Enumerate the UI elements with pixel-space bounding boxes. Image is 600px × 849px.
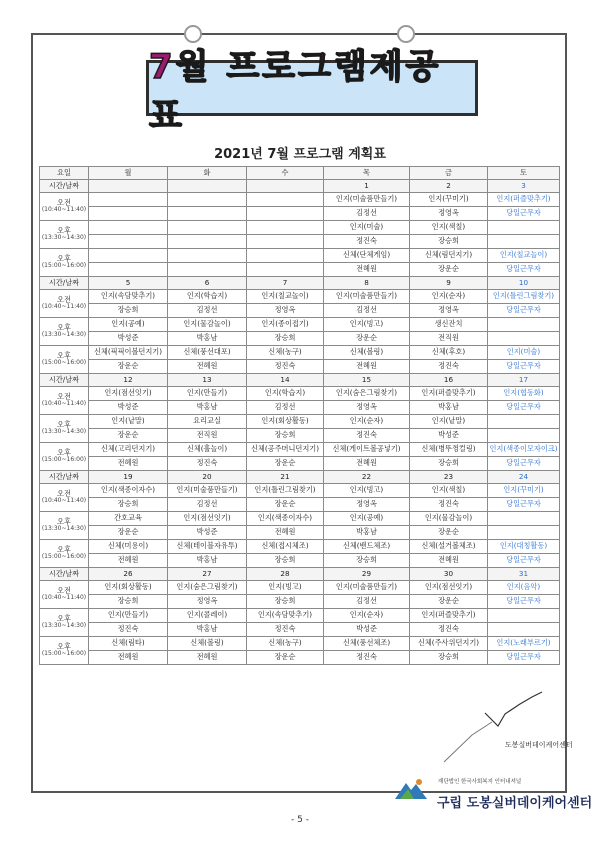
time-range: (10:40~11:40) (41, 303, 87, 311)
staff-cell: 박성준 (410, 429, 488, 443)
program-cell: 신체(밴드체조) (324, 540, 410, 554)
staff-cell: 김정선 (247, 401, 324, 415)
org-logo-icon (394, 777, 428, 801)
staff-cell: 정진숙 (247, 360, 324, 374)
program-cell: 인지(학습지) (247, 387, 324, 401)
staff-cell: 장운순 (410, 526, 488, 540)
program-cell: 신체(풍선대포) (168, 346, 247, 360)
staff-cell: 김정선 (324, 595, 410, 609)
program-cell: 인지(낱말) (89, 415, 168, 429)
program-cell: 인지(빙고) (247, 581, 324, 595)
header-cell: 요일 (40, 167, 89, 180)
staff-cell: 장운순 (89, 429, 168, 443)
staff-cell: 정진숙 (324, 651, 410, 665)
time-label: 오후 (57, 419, 71, 429)
date-cell: 31 (488, 568, 560, 581)
staff-cell: 김정선 (168, 304, 247, 318)
program-cell: 인지(칠교놀이) (247, 290, 324, 304)
staff-cell: 당일근무자 (488, 651, 560, 665)
program-cell: 신체(고리던지기) (89, 443, 168, 457)
staff-cell: 장운순 (247, 457, 324, 471)
staff-cell: 당일근무자 (488, 595, 560, 609)
program-cell: 인지(미술품만들기) (324, 290, 410, 304)
staff-cell: 장승희 (247, 332, 324, 346)
staff-cell: 당일근무자 (488, 304, 560, 318)
program-cell: 신체(볼링) (324, 346, 410, 360)
time-range: (15:00~16:00) (41, 553, 87, 561)
date-cell: 16 (410, 374, 488, 387)
program-cell: 인지(꾸미기) (488, 484, 560, 498)
center-stamp: 도봉실버데이케어센터 (505, 741, 573, 749)
date-cell: 22 (324, 471, 410, 484)
date-cell: 24 (488, 471, 560, 484)
program-cell: 인지(만들기) (168, 387, 247, 401)
staff-cell: 장운순 (324, 332, 410, 346)
staff-cell: 정진숙 (410, 498, 488, 512)
program-cell: 신체(병뚜껑컬링) (410, 443, 488, 457)
staff-cell: 당일근무자 (488, 207, 560, 221)
time-range: (10:40~11:40) (41, 497, 87, 505)
program-cell: 인지(미술품만들기) (324, 581, 410, 595)
program-cell: 인지(빙고) (324, 318, 410, 332)
program-cell: 인지(미술) (488, 346, 560, 360)
program-cell: 신체(게이트볼공넣기) (324, 443, 410, 457)
program-cell: 간호교육 (89, 512, 168, 526)
staff-cell: 박홍남 (168, 332, 247, 346)
page-number: - 5 - (291, 815, 309, 825)
time-range: (13:30~14:30) (41, 234, 87, 242)
time-label: 시간/날짜 (48, 374, 80, 384)
staff-cell: 전혜원 (89, 651, 168, 665)
staff-cell: 정영옥 (410, 304, 488, 318)
program-cell: 인지(점선잇기) (168, 512, 247, 526)
program-cell: 신체(림타) (89, 637, 168, 651)
program-cell: 인지(순자) (410, 290, 488, 304)
program-cell: 인지(낱말) (410, 415, 488, 429)
staff-cell: 정영옥 (324, 401, 410, 415)
program-cell: 인지(순자) (324, 415, 410, 429)
program-cell: 신체(농구) (247, 637, 324, 651)
time-range: (10:40~11:40) (41, 206, 87, 214)
time-label: 시간/날짜 (48, 180, 80, 190)
staff-cell: 김정선 (324, 207, 410, 221)
time-label: 오전 (57, 294, 71, 304)
staff-cell: 정진숙 (168, 457, 247, 471)
time-label: 오전 (57, 488, 71, 498)
date-cell: 28 (247, 568, 324, 581)
staff-cell: 장운순 (89, 360, 168, 374)
staff-cell: 김정선 (168, 498, 247, 512)
date-cell: 20 (168, 471, 247, 484)
date-cell: 5 (89, 277, 168, 290)
staff-cell: 당일근무자 (488, 401, 560, 415)
program-cell: 인지(학습지) (168, 290, 247, 304)
time-label: 오후 (57, 447, 71, 457)
header-cell: 토 (488, 167, 560, 180)
program-cell: 인지(퍼즐맞추기) (410, 387, 488, 401)
date-cell: 8 (324, 277, 410, 290)
program-cell: 인지(색종이모자이크) (488, 443, 560, 457)
program-cell: 신체(픽픽이볼던지기) (89, 346, 168, 360)
staff-cell: 전직원 (168, 429, 247, 443)
staff-cell: 장승희 (410, 235, 488, 249)
staff-cell: 장운순 (247, 651, 324, 665)
date-cell: 14 (247, 374, 324, 387)
program-cell: 인지(물감놀이) (410, 512, 488, 526)
program-cell: 신체(림던지기) (410, 249, 488, 263)
staff-cell: 장승희 (89, 595, 168, 609)
date-cell: 6 (168, 277, 247, 290)
time-range: (13:30~14:30) (41, 331, 87, 339)
staff-cell: 전혜원 (168, 651, 247, 665)
staff-cell: 전혜원 (89, 457, 168, 471)
staff-cell: 장승희 (247, 554, 324, 568)
staff-cell: 장운순 (247, 498, 324, 512)
program-cell: 인지(미술품만들기) (324, 193, 410, 207)
staff-cell: 정영옥 (247, 304, 324, 318)
staff-cell: 전혜원 (410, 554, 488, 568)
time-range: (13:30~14:30) (41, 525, 87, 533)
program-cell: 인지(노래부르기) (488, 637, 560, 651)
program-cell: 인지(점선잇기) (410, 581, 488, 595)
staff-cell: 박성준 (89, 401, 168, 415)
date-cell: 15 (324, 374, 410, 387)
staff-cell: 정영옥 (324, 498, 410, 512)
program-cell: 인지(틀린그림찾기) (488, 290, 560, 304)
staff-cell: 전혜원 (324, 360, 410, 374)
time-label: 오전 (57, 391, 71, 401)
time-range: (10:40~11:40) (41, 594, 87, 602)
staff-cell: 장운순 (410, 595, 488, 609)
header-cell: 월 (89, 167, 168, 180)
program-cell: 신체(농구) (247, 346, 324, 360)
staff-cell: 정진숙 (410, 623, 488, 637)
program-cell: 신체(단체게임) (324, 249, 410, 263)
staff-cell: 박홍남 (324, 526, 410, 540)
staff-cell: 장승희 (89, 498, 168, 512)
time-label: 오전 (57, 585, 71, 595)
staff-cell: 장승희 (410, 457, 488, 471)
program-cell: 인지(꾸미기) (410, 193, 488, 207)
staff-cell: 장승희 (247, 595, 324, 609)
time-range: (15:00~16:00) (41, 456, 87, 464)
time-label: 오후 (57, 253, 71, 263)
program-cell: 인지(음악) (488, 581, 560, 595)
time-label: 시간/날짜 (48, 277, 80, 287)
date-cell: 3 (488, 180, 560, 193)
schedule-subtitle: 2021년 7월 프로그램 계획표 (214, 147, 386, 162)
program-cell: 신체(접시체조) (247, 540, 324, 554)
staff-cell: 정진숙 (324, 429, 410, 443)
program-cell: 인지(색칠) (410, 484, 488, 498)
program-cell: 신체(주사위던지기) (410, 637, 488, 651)
time-label: 오후 (57, 544, 71, 554)
program-cell: 신체(풍선체조) (324, 637, 410, 651)
program-cell: 인지(색종이자수) (89, 484, 168, 498)
date-cell: 13 (168, 374, 247, 387)
program-cell: 인지(협동화) (488, 387, 560, 401)
program-cell: 인지(물감놀이) (168, 318, 247, 332)
staff-cell: 정영옥 (168, 595, 247, 609)
staff-cell: 장승희 (324, 554, 410, 568)
program-cell: 인지(공예) (324, 512, 410, 526)
header-cell: 화 (168, 167, 247, 180)
staff-cell: 정진숙 (89, 623, 168, 637)
time-range: (15:00~16:00) (41, 650, 87, 658)
staff-cell: 당일근무자 (488, 263, 560, 277)
staff-cell: 정진숙 (410, 360, 488, 374)
staff-cell: 박홍남 (168, 623, 247, 637)
time-label: 시간/날짜 (48, 471, 80, 481)
program-cell: 신체(볼링) (168, 637, 247, 651)
program-cell: 생신잔치 (410, 318, 488, 332)
program-cell: 신체(훌놀이) (168, 443, 247, 457)
time-range: (15:00~16:00) (41, 359, 87, 367)
date-cell: 7 (247, 277, 324, 290)
org-name: 구립 도봉실버데이케어센터 (437, 796, 593, 811)
program-cell: 신체(공주머니던지기) (247, 443, 324, 457)
program-cell: 신체(설거볼체조) (410, 540, 488, 554)
staff-cell: 박성준 (324, 623, 410, 637)
header-cell: 금 (410, 167, 488, 180)
date-cell: 30 (410, 568, 488, 581)
program-cell: 신체(테이블자유투) (168, 540, 247, 554)
program-cell: 인지(퍼즐맞추기) (488, 193, 560, 207)
staff-cell: 장운순 (410, 263, 488, 277)
date-cell: 12 (89, 374, 168, 387)
staff-cell: 정영옥 (410, 207, 488, 221)
staff-cell: 박홍남 (410, 401, 488, 415)
program-cell: 인지(종이접기) (247, 318, 324, 332)
staff-cell: 당일근무자 (488, 498, 560, 512)
time-range: (15:00~16:00) (41, 262, 87, 270)
date-cell: 10 (488, 277, 560, 290)
date-cell: 19 (89, 471, 168, 484)
staff-cell: 당일근무자 (488, 457, 560, 471)
program-cell: 인지(회상활동) (89, 581, 168, 595)
program-cell: 인지(색종이자수) (247, 512, 324, 526)
program-cell: 인지(미술품만들기) (168, 484, 247, 498)
program-cell: 인지(틀린그림찾기) (247, 484, 324, 498)
program-cell: 인지(점선잇기) (89, 387, 168, 401)
program-cell: 인지(콜레이) (168, 609, 247, 623)
staff-cell: 김정선 (324, 304, 410, 318)
program-cell: 인지(속담맞추기) (247, 609, 324, 623)
program-cell: 인지(공예) (89, 318, 168, 332)
date-cell: 27 (168, 568, 247, 581)
program-cell: 인지(퍼즐맞추기) (410, 609, 488, 623)
time-range: (10:40~11:40) (41, 400, 87, 408)
staff-cell: 장운순 (89, 526, 168, 540)
staff-cell: 전혜원 (324, 457, 410, 471)
program-cell: 신체(후호) (410, 346, 488, 360)
time-label: 오후 (57, 322, 71, 332)
date-cell: 29 (324, 568, 410, 581)
staff-cell: 정진숙 (324, 235, 410, 249)
staff-cell: 정진숙 (247, 623, 324, 637)
header-cell: 목 (324, 167, 410, 180)
time-label: 오후 (57, 613, 71, 623)
time-label: 오전 (57, 197, 71, 207)
date-cell: 21 (247, 471, 324, 484)
program-cell: 인지(대칭활동) (488, 540, 560, 554)
program-cell: 인지(미술) (324, 221, 410, 235)
banner-title: 7월 프로그램제공표 (149, 47, 442, 136)
time-range: (13:30~14:30) (41, 622, 87, 630)
staff-cell: 장승희 (247, 429, 324, 443)
program-cell: 인지(숨은그림찾기) (168, 581, 247, 595)
staff-cell: 박홍남 (168, 401, 247, 415)
staff-cell: 박홍남 (168, 554, 247, 568)
program-cell: 인지(순자) (324, 609, 410, 623)
program-cell: 요리교실 (168, 415, 247, 429)
date-cell: 17 (488, 374, 560, 387)
time-range: (13:30~14:30) (41, 428, 87, 436)
staff-cell: 전혜원 (247, 526, 324, 540)
program-cell: 인지(숨은그림찾기) (324, 387, 410, 401)
staff-cell: 전혜원 (168, 360, 247, 374)
time-label: 오후 (57, 516, 71, 526)
staff-cell: 전혜원 (89, 554, 168, 568)
staff-cell: 장승희 (89, 304, 168, 318)
date-cell: 9 (410, 277, 488, 290)
date-cell: 26 (89, 568, 168, 581)
staff-cell: 전혜원 (324, 263, 410, 277)
header-cell: 수 (247, 167, 324, 180)
org-foundation: 재단법인 한국사회복지 인터내셔널 (438, 779, 522, 785)
staff-cell: 장승희 (410, 651, 488, 665)
staff-cell: 전직원 (410, 332, 488, 346)
program-cell: 인지(만들기) (89, 609, 168, 623)
time-label: 오후 (57, 350, 71, 360)
time-label: 오후 (57, 225, 71, 235)
program-cell: 인지(속담맞추기) (89, 290, 168, 304)
staff-cell: 박성준 (168, 526, 247, 540)
date-cell: 2 (410, 180, 488, 193)
staff-cell: 당일근무자 (488, 554, 560, 568)
program-cell: 인지(회상활동) (247, 415, 324, 429)
program-cell: 인지(색칠) (410, 221, 488, 235)
program-cell: 신체(미용이) (89, 540, 168, 554)
date-cell: 23 (410, 471, 488, 484)
date-cell: 1 (324, 180, 410, 193)
staff-cell: 박성준 (89, 332, 168, 346)
staff-cell: 당일근무자 (488, 360, 560, 374)
time-label: 오후 (57, 641, 71, 651)
program-cell: 인지(빙고) (324, 484, 410, 498)
program-cell: 인지(칠교놀이) (488, 249, 560, 263)
time-label: 시간/날짜 (48, 568, 80, 578)
